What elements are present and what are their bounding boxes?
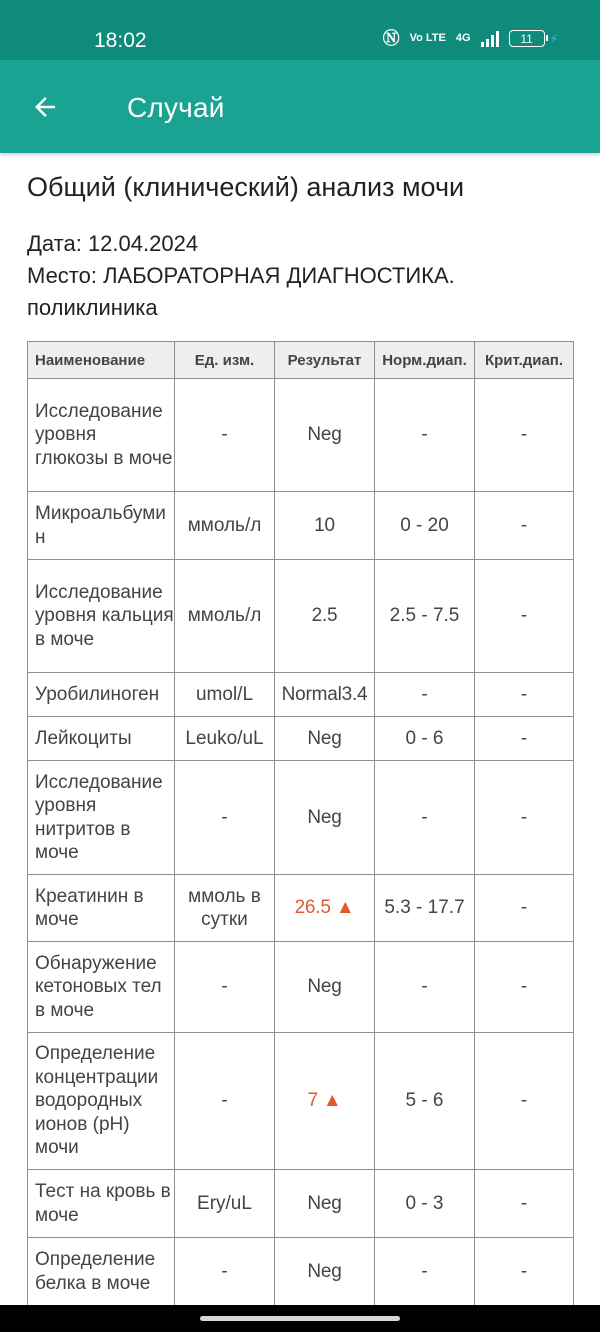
test-unit: -	[175, 379, 275, 492]
table-row	[28, 560, 574, 673]
test-normal-range: -	[375, 379, 475, 492]
test-name: Исследование уровня глюкозы в моче	[28, 379, 175, 492]
table-row	[28, 875, 574, 942]
test-name: Уробилиноген	[28, 673, 175, 717]
signal-icon	[481, 31, 499, 47]
charging-icon: ⚡	[549, 31, 558, 46]
column-header-name: Наименование	[28, 342, 175, 379]
test-unit: Leuko/uL	[175, 717, 275, 761]
table-row	[28, 1170, 574, 1238]
test-name: Тест на кровь в моче	[28, 1170, 175, 1238]
test-name: Обнаружение кетоновых тел в моче	[28, 942, 175, 1033]
test-result: Neg	[275, 1238, 375, 1306]
test-normal-range: 5.3 - 17.7	[375, 875, 475, 942]
test-critical-range: -	[475, 942, 574, 1033]
test-result: 2.5	[275, 560, 375, 673]
test-critical-range: -	[475, 1238, 574, 1306]
test-unit: -	[175, 942, 275, 1033]
document-title: Общий (клинический) анализ мочи	[27, 172, 465, 202]
table-row	[28, 673, 574, 717]
test-name: Определение белка в моче	[28, 1238, 175, 1306]
test-name: Лейкоциты	[28, 717, 175, 761]
test-name: Креатинин в моче	[28, 875, 175, 942]
app-title: Случай	[127, 92, 225, 123]
status-icons	[383, 30, 558, 47]
column-header-unit: Ед. изм.	[175, 342, 275, 379]
test-normal-range: 0 - 20	[375, 492, 475, 560]
status-time: 18:02	[94, 29, 147, 52]
test-result: Neg	[275, 942, 375, 1033]
test-name: Определение концентрации водородных ионов (pH) мочи	[28, 1033, 175, 1170]
document-place: Место: ЛАБОРАТОРНАЯ ДИАГНОСТИКА. поликлиника	[27, 263, 455, 320]
system-nav-bar	[0, 1305, 600, 1332]
test-unit: -	[175, 1238, 275, 1306]
test-critical-range: -	[475, 673, 574, 717]
test-result: 10	[275, 492, 375, 560]
home-gesture-handle[interactable]	[200, 1316, 400, 1321]
test-normal-range: -	[375, 673, 475, 717]
test-critical-range: -	[475, 717, 574, 761]
test-unit: ммоль в сутки	[175, 875, 275, 942]
test-normal-range: -	[375, 1238, 475, 1306]
test-critical-range: -	[475, 379, 574, 492]
test-normal-range: -	[375, 942, 475, 1033]
test-normal-range: 5 - 6	[375, 1033, 475, 1170]
test-result: Neg	[275, 379, 375, 492]
arrow-left-icon	[30, 92, 60, 122]
table-row	[28, 1238, 574, 1306]
test-critical-range: -	[475, 492, 574, 560]
column-header-critical-range: Крит.диап.	[475, 342, 574, 379]
app-bar	[0, 60, 600, 153]
table-row	[28, 717, 574, 761]
table-row	[28, 942, 574, 1033]
test-normal-range: 0 - 6	[375, 717, 475, 761]
test-critical-range: -	[475, 1033, 574, 1170]
document-meta	[27, 228, 573, 324]
test-name: Микроальбумин	[28, 492, 175, 560]
test-critical-range: -	[475, 560, 574, 673]
volte-icon: Vo LTE	[409, 32, 446, 44]
column-header-normal-range: Норм.диап.	[375, 342, 475, 379]
battery-icon	[509, 30, 545, 47]
back-button[interactable]	[22, 84, 68, 130]
test-name: Исследование уровня кальция в моче	[28, 560, 175, 673]
test-name: Исследование уровня нитритов в моче	[28, 761, 175, 875]
table-row	[28, 1033, 574, 1170]
test-normal-range: 2.5 - 7.5	[375, 560, 475, 673]
test-unit: ммоль/л	[175, 560, 275, 673]
document-date: Дата: 12.04.2024	[27, 231, 199, 256]
test-result: Neg	[275, 717, 375, 761]
table-row	[28, 492, 574, 560]
test-unit: -	[175, 1033, 275, 1170]
table-header-row	[28, 342, 574, 379]
table-row	[28, 761, 574, 875]
test-critical-range: -	[475, 1170, 574, 1238]
test-result-abnormal: 7 ▲	[275, 1033, 375, 1170]
test-unit: ммоль/л	[175, 492, 275, 560]
test-result: Neg	[275, 761, 375, 875]
nfc-icon: Ⓝ	[382, 29, 400, 48]
test-result-abnormal: 26.5 ▲	[275, 875, 375, 942]
column-header-result: Результат	[275, 342, 375, 379]
test-normal-range: -	[375, 761, 475, 875]
test-result: Normal3.4	[275, 673, 375, 717]
battery-level: 11	[520, 31, 533, 46]
network-type-icon: 4G	[455, 32, 471, 44]
table-row	[28, 379, 574, 492]
test-result: Neg	[275, 1170, 375, 1238]
test-critical-range: -	[475, 761, 574, 875]
test-unit: -	[175, 761, 275, 875]
status-bar	[0, 0, 600, 60]
test-unit: Ery/uL	[175, 1170, 275, 1238]
test-unit: umol/L	[175, 673, 275, 717]
test-critical-range: -	[475, 875, 574, 942]
test-normal-range: 0 - 3	[375, 1170, 475, 1238]
results-table	[27, 341, 574, 1306]
